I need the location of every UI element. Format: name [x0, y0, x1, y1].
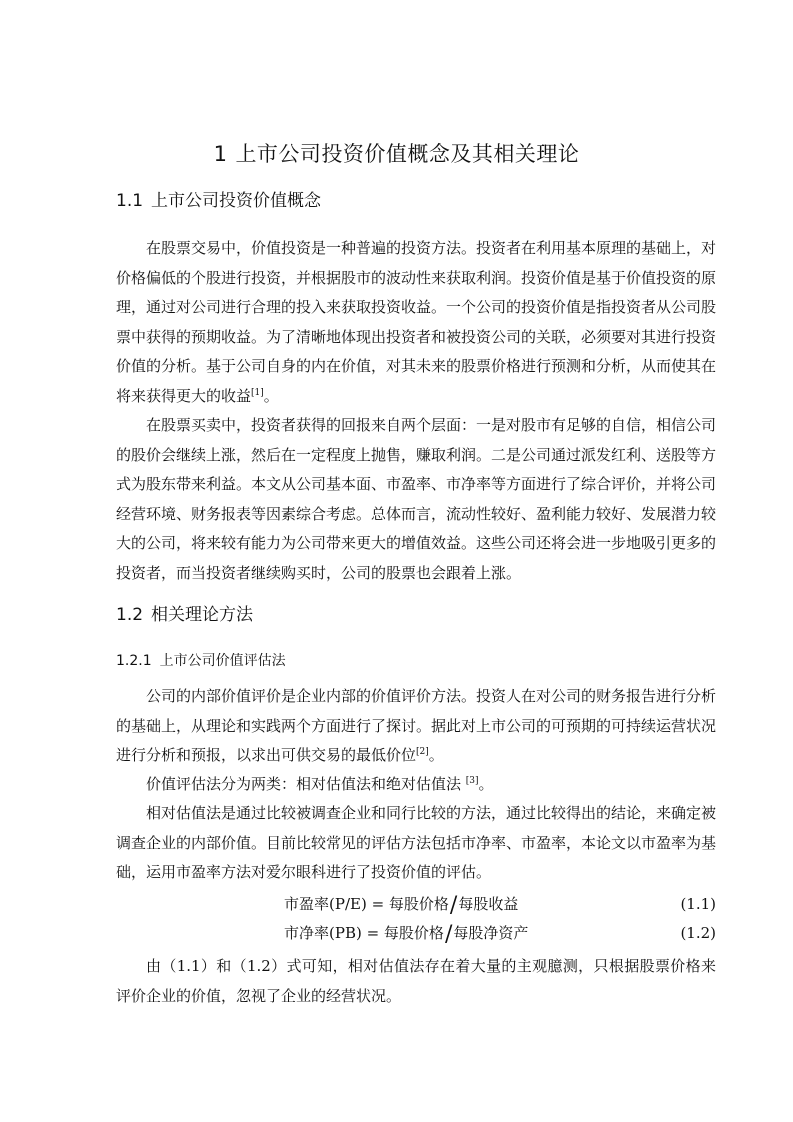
- equation-rhs: 每股净资产: [453, 924, 529, 942]
- section-number: 1.2: [116, 605, 144, 625]
- citation-ref: [3]: [465, 776, 479, 786]
- chapter-title-text: 上市公司投资价值概念及其相关理论: [235, 142, 580, 166]
- equation-pe-ratio: [116, 891, 716, 917]
- paragraph-investment-value-concept: [116, 234, 716, 411]
- equation-lhs: 市盈率(P/E) = 每股价格: [284, 895, 449, 913]
- subsection-number: 1.2.1: [116, 653, 152, 669]
- paragraph-text: 价值评估法分为两类：相对估值法和绝对估值法: [146, 775, 466, 793]
- paragraph-text: 在股票交易中，价值投资是一种普遍的投资方法。投资者在利用基本原理的基础上，对价格偏低的个股进行投资，并根据股市的波动性来获取利润。投资价值是基于价值投资的原理，通过对公司进行合理的投入来获取投资收益。一个公司的投资价值是指投资者从公司股票中获得的预期收益。为了清晰地体现出投资者和被投资公司的关联，必须要对其进行投资价值的分析。基于公司自身的内在价值，对其未来的股票价格进行预测和分析，从而使其在将来获得更大的收益: [116, 239, 717, 405]
- equation-number: (1.2): [680, 924, 716, 942]
- equation-lhs: 市净率(PB) = 每股价格: [284, 924, 444, 942]
- paragraph-valuation-types: [116, 770, 716, 800]
- paragraph-internal-valuation: [116, 682, 716, 771]
- equation-pb-ratio: [116, 920, 716, 946]
- section-heading-1-2: [116, 603, 253, 627]
- paragraph-relative-valuation: [116, 799, 716, 888]
- paragraph-relative-valuation-limits: [116, 952, 716, 1011]
- chapter-number: 1: [213, 142, 228, 166]
- paragraph-text: 公司的内部价值评价是企业内部的价值评价方法。投资人在对公司的财务报告进行分析的基础上，从理论和实践两个方面进行了探讨。据此对上市公司的可预期的可持续运营状况进行分析和预报，以求出可供交易的最低价位: [116, 687, 717, 764]
- paragraph-investment-returns: [116, 411, 716, 588]
- fraction-slash: /: [449, 893, 458, 918]
- paragraph-text: 在股票买卖中，投资者获得的回报来自两个层面：一是对股市有足够的自信，相信公司的股价会继续上涨，然后在一定程度上抛售，赚取利润。二是公司通过派发红利、送股等方式为股东带来利益。本文从公司基本面、市盈率、市净率等方面进行了综合评价，并将公司经营环境、财务报表等因素综合考虑。总体而言，流动性较好、盈利能力较好、发展潜力较大的公司，将来较有能力为公司带来更大的增值效益。这些公司还将会进一步地吸引更多的投资者，而当投资者继续购买时，公司的股票也会跟着上涨。: [116, 416, 717, 582]
- paragraph-end: 。: [428, 746, 444, 764]
- citation-ref: [1]: [251, 387, 264, 398]
- section-number: 1.1: [116, 191, 144, 211]
- paragraph-end: 。: [263, 386, 279, 405]
- subsection-title: 上市公司价值评估法: [159, 653, 286, 669]
- section-title: 上市公司投资价值概念: [151, 191, 322, 211]
- equation-body: [284, 920, 528, 946]
- equation-body: [284, 891, 518, 917]
- equation-number: (1.1): [680, 895, 716, 913]
- paragraph-end: 。: [478, 775, 494, 793]
- paragraph-text: 由（1.1）和（1.2）式可知，相对估值法存在着大量的主观臆测，只根据股票价格来评价企业的价值，忽视了企业的经营状况。: [116, 957, 716, 1005]
- fraction-slash: /: [444, 922, 453, 947]
- equation-rhs: 每股收益: [458, 895, 519, 913]
- citation-ref: [2]: [416, 747, 429, 757]
- paragraph-text: 相对估值法是通过比较被调查企业和同行比较的方法，通过比较得出的结论，来确定被调查企业的内部价值。目前比较常见的评估方法包括市净率、市盈率，本论文以市盈率为基础，运用市盈率方法对爱尔眼科进行了投资价值的评估。: [116, 804, 717, 881]
- chapter-title: [0, 140, 793, 168]
- subsection-heading-1-2-1: [116, 651, 286, 671]
- section-title: 相关理论方法: [151, 605, 254, 625]
- section-heading-1-1: [116, 189, 321, 213]
